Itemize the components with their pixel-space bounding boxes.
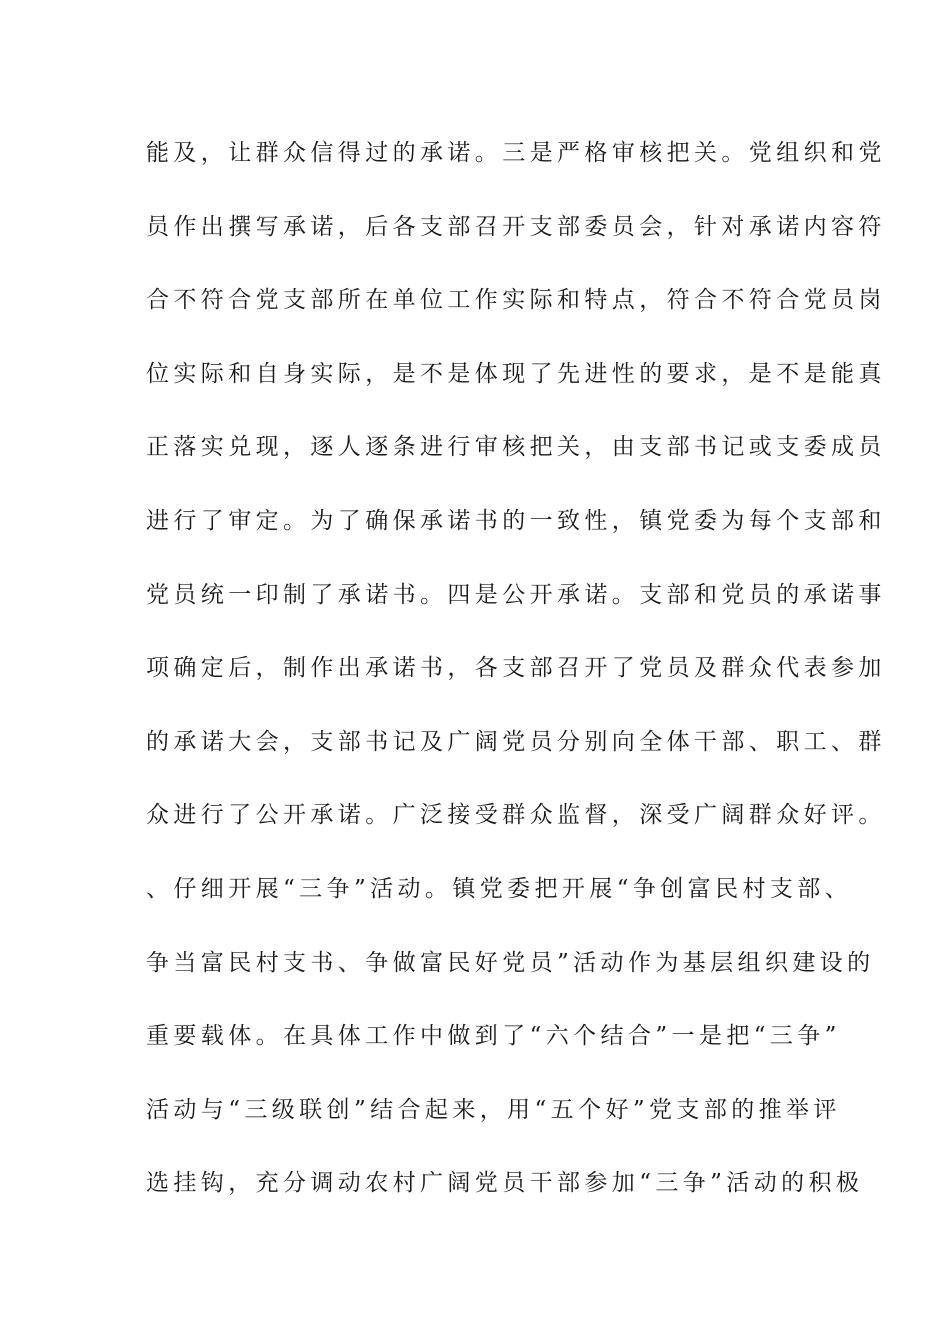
text-line-8: 项确定后，制作出承诺书，各支部召开了党员及群众代表参加 <box>146 655 886 682</box>
text-line-11: 、仔细开展“三争”活动。镇党委把开展“争创富民村支部、 <box>146 875 853 902</box>
text-line-15: 选挂钩，充分调动农村广阔党员干部参加“三争”活动的积极 <box>146 1170 864 1197</box>
text-line-13: 重要载体。在具体工作中做到了“六个结合”一是把“三争” <box>146 1023 841 1050</box>
text-line-3: 合不符合党支部所在单位工作实际和特点，符合不符合党员岗 <box>146 287 886 314</box>
text-line-2: 员作出撰写承诺，后各支部召开支部委员会，针对承诺内容符 <box>146 213 886 240</box>
text-line-1: 能及，让群众信得过的承诺。三是严格审核把关。党组织和党 <box>146 140 886 166</box>
text-line-10: 众进行了公开承诺。广泛接受群众监督，深受广阔群众好评。 <box>146 802 886 829</box>
text-line-5: 正落实兑现，逐人逐条进行审核把关，由支部书记或支委成员 <box>146 434 886 461</box>
text-line-7: 党员统一印制了承诺书。四是公开承诺。支部和党员的承诺事 <box>146 581 886 608</box>
text-line-4: 位实际和自身实际，是不是体现了先进性的要求，是不是能真 <box>146 360 886 387</box>
text-line-12: 争当富民村支书、争做富民好党员”活动作为基层组织建设的 <box>146 949 875 976</box>
body-text <box>146 131 886 1235</box>
text-line-6: 进行了审定。为了确保承诺书的一致性，镇党委为每个支部和 <box>146 507 886 534</box>
text-line-14: 活动与“三级联创”结合起来，用“五个好”党支部的推举评 <box>146 1096 841 1123</box>
text-line-9: 的承诺大会，支部书记及广阔党员分别向全体干部、职工、群 <box>146 728 886 755</box>
